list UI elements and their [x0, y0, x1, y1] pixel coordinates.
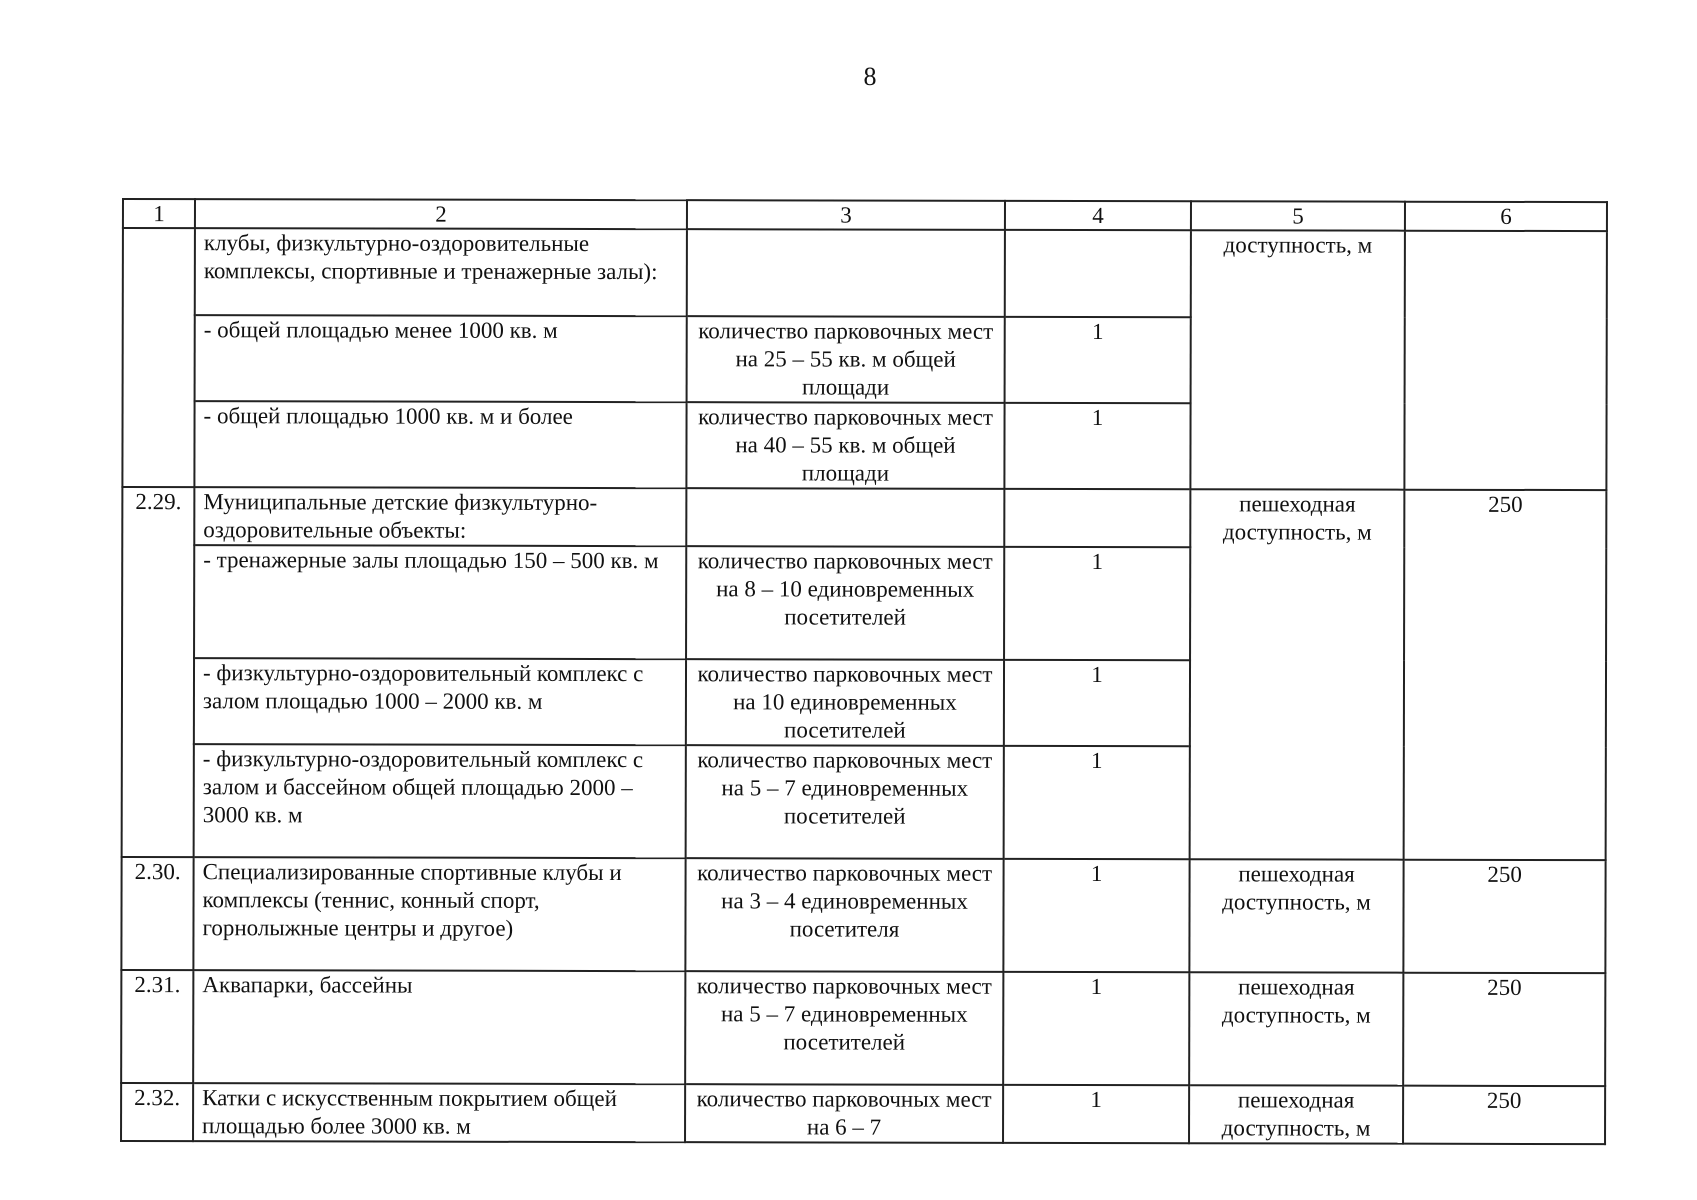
table-row: [122, 487, 1606, 548]
row-number: 2.29.: [122, 487, 195, 857]
access-cell: пешеходная доступность, м: [1190, 489, 1405, 859]
object-name: - физкультурно-оздоровительный комплекс с залом и бассейном общей площадью 2000 – 3000 кв. м: [194, 744, 686, 858]
object-name: Специализированные спортивные клубы и комплексы (теннис, конный спорт, горнолыжные центры и другое): [193, 857, 685, 971]
table-row: [121, 970, 1605, 1086]
page-number: 8: [863, 62, 877, 91]
unit-cell: [686, 488, 1004, 547]
row-number: [122, 228, 195, 487]
distance-cell: 250: [1403, 973, 1605, 1086]
distance-cell: 250: [1403, 1086, 1605, 1144]
object-name: - общей площадью менее 1000 кв. м: [195, 315, 687, 402]
object-name: Катки с искусственным покрытием общей площадью более 3000 кв. м: [193, 1083, 685, 1142]
value-cell: 1: [1003, 972, 1189, 1085]
value-cell: 1: [1004, 746, 1190, 859]
value-cell: 1: [1004, 660, 1190, 746]
unit-cell: количество парковочных мест на 3 – 4 единовременных посетителя: [685, 858, 1003, 972]
header-cell-6: 6: [1405, 202, 1607, 231]
object-name: Аквапарки, бассейны: [193, 970, 685, 1084]
unit-cell: количество парковочных мест на 40 – 55 кв. м общей площади: [686, 402, 1004, 489]
access-cell: пешеходная доступность, м: [1189, 972, 1403, 1085]
unit-cell: [687, 229, 1005, 317]
value-cell: 1: [1004, 403, 1190, 489]
row-number: 2.30.: [121, 857, 193, 970]
row-number: 2.31.: [121, 970, 193, 1083]
header-cell-5: 5: [1191, 201, 1405, 230]
header-cell-4: 4: [1005, 201, 1191, 230]
value-cell: 1: [1003, 1085, 1189, 1143]
object-name: клубы, физкультурно-оздоровительные комплексы, спортивные и тренажерные залы):: [195, 228, 687, 316]
parking-norms-table: [120, 198, 1608, 1145]
value-cell: 1: [1005, 317, 1191, 403]
row-number: 2.32.: [121, 1083, 193, 1141]
value-cell: 1: [1003, 859, 1189, 972]
value-cell: [1004, 489, 1190, 547]
unit-cell: количество парковочных мест на 5 – 7 единовременных посетителей: [686, 745, 1004, 859]
object-name: - общей площадью 1000 кв. м и более: [194, 401, 686, 488]
unit-cell: количество парковочных мест на 5 – 7 единовременных посетителей: [685, 971, 1003, 1085]
unit-cell: количество парковочных мест на 10 единовременных посетителей: [686, 659, 1004, 746]
header-cell-2: 2: [195, 199, 687, 229]
distance-cell: [1404, 231, 1607, 490]
unit-cell: количество парковочных мест на 6 – 7: [685, 1084, 1003, 1143]
object-name: Муниципальные детские физкультурно-оздоровительные объекты:: [194, 487, 686, 546]
header-row: [123, 199, 1607, 231]
value-cell: [1005, 230, 1191, 317]
header-cell-1: 1: [123, 199, 195, 228]
header-cell-3: 3: [687, 200, 1005, 230]
distance-cell: 250: [1404, 490, 1607, 860]
object-name: - тренажерные залы площадью 150 – 500 кв. м: [194, 545, 686, 659]
table-row: [123, 228, 1607, 318]
access-cell: пешеходная доступность, м: [1189, 859, 1403, 972]
unit-cell: количество парковочных мест на 25 – 55 кв. м общей площади: [687, 316, 1005, 403]
value-cell: 1: [1004, 547, 1190, 660]
access-cell: пешеходная доступность, м: [1189, 1085, 1403, 1143]
table-row: [121, 1083, 1605, 1144]
object-name: - физкультурно-оздоровительный комплекс с залом площадью 1000 – 2000 кв. м: [194, 658, 686, 745]
table-row: [121, 857, 1605, 973]
unit-cell: количество парковочных мест на 8 – 10 единовременных посетителей: [686, 546, 1004, 660]
distance-cell: 250: [1403, 860, 1605, 973]
access-cell: доступность, м: [1190, 230, 1405, 489]
